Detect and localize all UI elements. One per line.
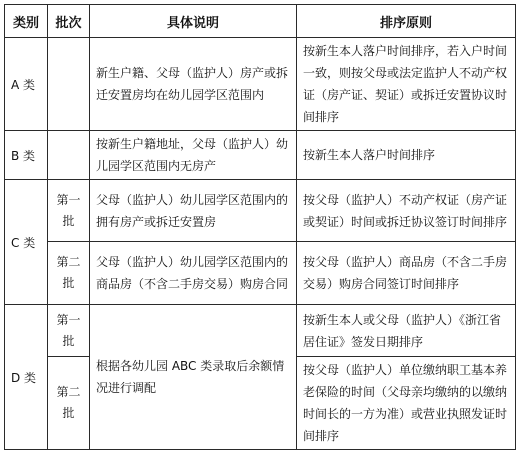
row-c-batch-1 (5, 180, 516, 242)
category-d: D 类 (5, 305, 48, 450)
header-rule: 排序原则 (297, 5, 516, 38)
batch-c-2: 第二批 (48, 242, 90, 305)
description-d: 根据各幼儿园 ABC 类录取后余额情况进行调配 (90, 305, 297, 450)
category-c: C 类 (5, 180, 48, 305)
row-d-batch-1 (5, 305, 516, 357)
header-description: 具体说明 (90, 5, 297, 38)
category-b: B 类 (5, 131, 48, 180)
batch-d-1: 第一批 (48, 305, 90, 357)
batch-c-1: 第一批 (48, 180, 90, 242)
description-c-2: 父母（监护人）幼儿园学区范围内的商品房（不含二手房交易）购房合同 (90, 242, 297, 305)
rule-d-1: 按新生本人或父母（监护人）《浙江省居住证》签发日期排序 (297, 305, 516, 357)
category-a: A 类 (5, 38, 48, 131)
header-row (5, 5, 516, 38)
admission-rules-table (4, 4, 516, 450)
row-b (5, 131, 516, 180)
description-a: 新生户籍、父母（监护人）房产或拆迁安置房均在幼儿园学区范围内 (90, 38, 297, 131)
rule-d-2: 按父母（监护人）单位缴纳职工基本养老保险的时间（父母亲均缴纳的以缴纳时间长的一方为准）或营业执照发证时间排序 (297, 357, 516, 450)
rule-b: 按新生本人落户时间排序 (297, 131, 516, 180)
rule-c-1: 按父母（监护人）不动产权证（房产证或契证）时间或拆迁协议签订时间排序 (297, 180, 516, 242)
batch-a-empty (48, 38, 90, 131)
rule-c-2: 按父母（监护人）商品房（不含二手房交易）购房合同签订时间排序 (297, 242, 516, 305)
batch-b-empty (48, 131, 90, 180)
rule-a: 按新生本人落户时间排序，若入户时间一致，则按父母或法定监护人不动产权证（房产证、契证）或拆迁安置协议时间排序 (297, 38, 516, 131)
description-c-1: 父母（监护人）幼儿园学区范围内的拥有房产或拆迁安置房 (90, 180, 297, 242)
batch-d-2: 第二批 (48, 357, 90, 450)
row-c-batch-2 (5, 242, 516, 305)
description-b: 按新生户籍地址，父母（监护人）幼儿园学区范围内无房产 (90, 131, 297, 180)
header-batch: 批次 (48, 5, 90, 38)
header-category: 类别 (5, 5, 48, 38)
row-a (5, 38, 516, 131)
